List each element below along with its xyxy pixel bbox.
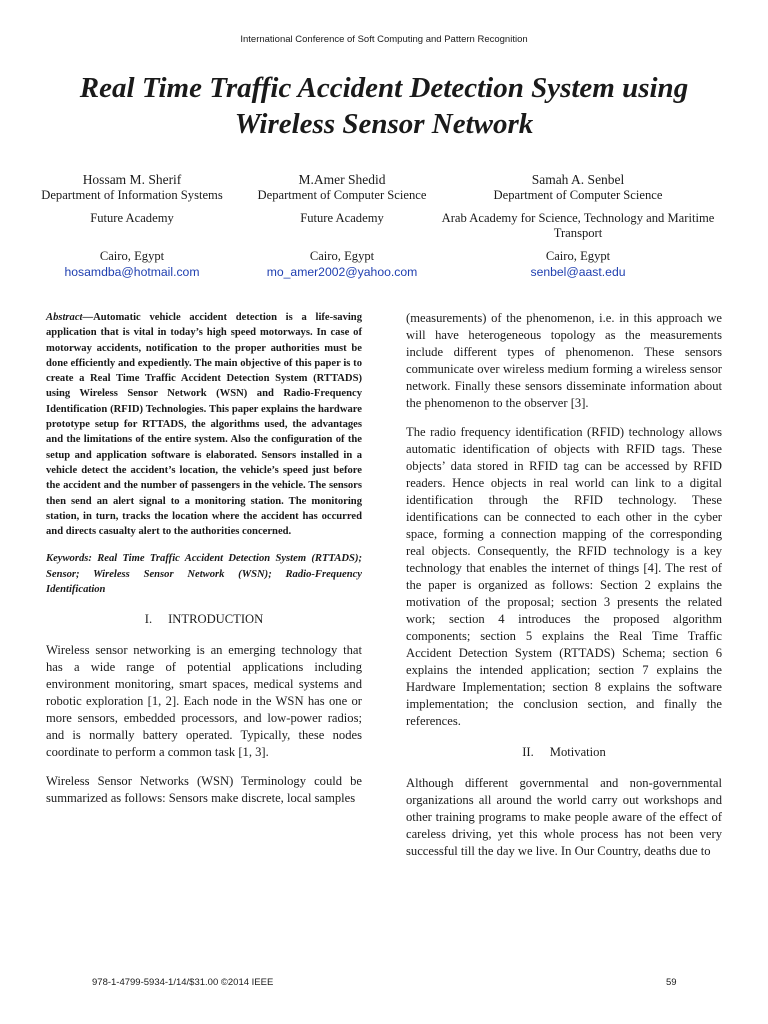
abstract [46, 310, 362, 539]
author-organization-cont [244, 226, 440, 241]
abstract-label: Abstract [46, 312, 83, 323]
author-organization: Future Academy [300, 211, 384, 225]
author-department: Department of Computer Science [257, 188, 427, 202]
author-name: M.Amer Shedid [298, 172, 386, 187]
motivation-paragraph: Although different governmental and non-governmental organizations all around the world carry out workshops and other training programs to make people aware of the effect of careless driving, yet this whole process has not been very successful till the day we live. In Our Country, deaths due to [406, 776, 722, 858]
keywords: Keywords: Real Time Traffic Accident Detection System (RTTADS); Sensor; Wireless Sensor Network (WSN); Radio-Frequency Identification [46, 553, 362, 596]
section-number: II. [522, 745, 534, 759]
footer-copyright: 978-1-4799-5934-1/14/$31.00 ©2014 IEEE [92, 977, 274, 988]
abstract-text: Automatic vehicle accident detection is a life-saving application that is vital in today’s high speed motorways. In case of motorway accidents, notification to the proper authorities must be done efficiently and expediently. The main objective of this paper is to create a Real Time Traffic Accident Detection System (RTTADS) using Wireless Sensor Network (WSN) and Radio-Frequency Identification (RFID) Technologies. This paper explains the hardware prototype setup for RTTADS, the algorithms used, the advantages and the limitations of the entire system. Also the configuration of the setup and application software is elaborated. Sensors installed in a vehicle detect the accident’s location, the vehicle’s speed just before the accident and the number of passengers in the vehicle. The sensors then send an alert signal to a monitoring station. The monitoring station, in turn, tracks the location where the accident has occurred and directs casualty alert to the authorities concerned. [46, 312, 362, 538]
author-department: Department of Information Systems [41, 188, 223, 202]
author-city: Cairo, Egypt [545, 249, 611, 263]
author-block-3 [436, 172, 720, 280]
conference-header: International Conference of Soft Computing and Pattern Recognition [240, 34, 528, 45]
title-line-1: Real Time Traffic Accident Detection System using [79, 72, 689, 104]
author-city: Cairo, Egypt [309, 249, 375, 263]
author-email-link[interactable]: hosamdba@hotmail.com [64, 265, 200, 279]
intro-paragraph-2: Wireless Sensor Networks (WSN) Terminology could be summarized as follows: Sensors make discrete, local samples [46, 774, 362, 806]
section-heading-motivation [406, 744, 722, 761]
wsn-paragraph: (measurements) of the phenomenon, i.e. in this approach we will have heterogeneous topology as the measurements include different types of phenomenon. These sensors communicate over wireless medium forming a wireless sensor network. Finally these sensors disseminate information about the phenomenon to the observer [3]. [406, 311, 722, 410]
author-organization-cont: Transport [553, 226, 603, 240]
author-email-link[interactable]: senbel@aast.edu [530, 265, 626, 279]
left-column [46, 310, 362, 819]
author-organization: Arab Academy for Science, Technology and Maritime [441, 211, 715, 225]
intro-paragraph-1: Wireless sensor networking is an emerging technology that has a wide range of potential applications including environment monitoring, smart spaces, medical systems and robotic exploration [1, 2]. Each node in the WSN has one or more sensors, embedded processors, and low-power radios; and is normally battery operated. Typically, these nodes coordinate to perform a common task [1, 3]. [46, 643, 362, 760]
section-number: I. [144, 612, 153, 627]
section-title: Motivation [549, 745, 606, 759]
rfid-paragraph: The radio frequency identification (RFID) technology allows automatic identification of objects with RFID tags. These objects’ data stored in RFID tag can be accessed by RFID readers. Hence objects in real world can link to a digital identification through the RFID technology. These identifications can be connected to each other in the cyber space, forming a connection mapping of the corresponding real objects. Consequently, the RFID technology is a key technology that enables the internet of things [4]. The rest of the paper is organized as follows: Section 2 explains the motivation of the proposal; section 3 presents the related work; section 4 introduces the proposed algorithm components; section 5 explains the Real Time Traffic Accident Detection System (RTTADS) Schema; section 6 explains the intended application; section 7 explains the Hardware Implementation; section 8 explains the software implementation; the conclusion section, and finally the references. [406, 425, 722, 728]
author-name: Hossam M. Sherif [82, 172, 182, 187]
section-heading-introduction [46, 611, 362, 628]
author-name: Samah A. Senbel [531, 172, 625, 187]
author-email-link[interactable]: mo_amer2002@yahoo.com [266, 265, 418, 279]
abstract-dash: — [82, 312, 94, 323]
author-organization: Future Academy [90, 211, 174, 225]
section-title: INTRODUCTION [168, 612, 264, 627]
right-column [406, 310, 722, 872]
page-number: 59 [666, 977, 677, 988]
paper-title [30, 70, 738, 142]
title-line-2: Wireless Sensor Network [234, 108, 534, 140]
author-city: Cairo, Egypt [99, 249, 165, 263]
author-block-2 [244, 172, 440, 280]
author-department: Department of Computer Science [493, 188, 663, 202]
author-organization-cont [30, 226, 234, 241]
author-block-1 [30, 172, 234, 280]
